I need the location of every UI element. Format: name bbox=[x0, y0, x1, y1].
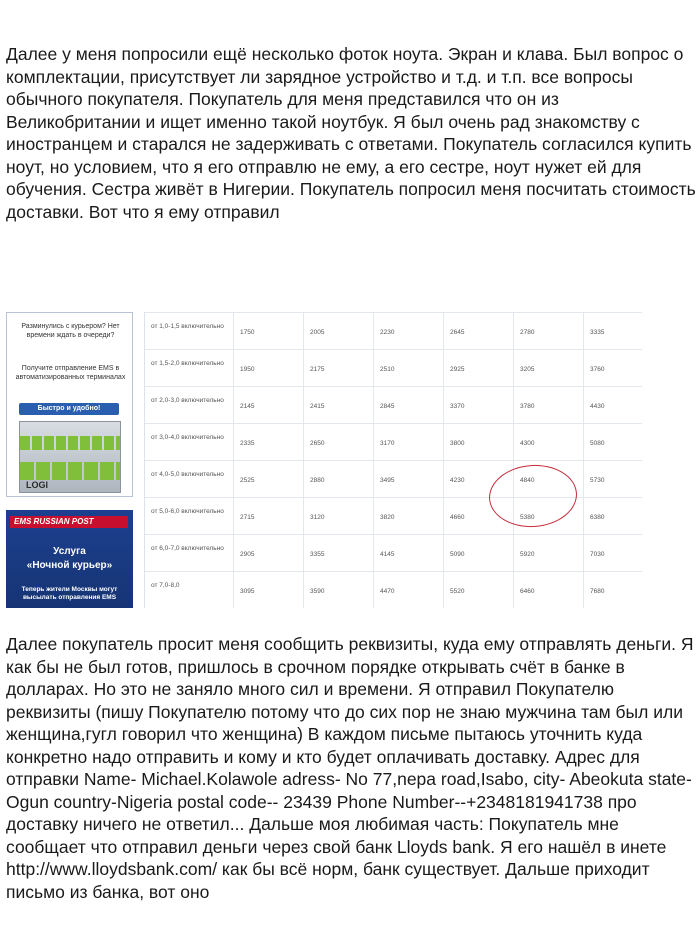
ad-button: Быстро и удобно! bbox=[19, 403, 119, 415]
price-cell: 2650 bbox=[310, 440, 325, 447]
weight-range-label: от 3,0-4,0 включительно bbox=[151, 434, 224, 441]
table-row bbox=[145, 312, 642, 350]
price-cell: 2415 bbox=[310, 403, 325, 410]
price-cell: 4470 bbox=[380, 588, 395, 595]
price-cell: 2230 bbox=[380, 329, 395, 336]
tariff-table bbox=[144, 312, 642, 608]
price-cell: 2175 bbox=[310, 366, 325, 373]
ad-service-name: «Ночной курьер» bbox=[26, 560, 113, 571]
weight-range-label: от 2,0-3,0 включительно bbox=[151, 397, 224, 404]
price-cell: 2005 bbox=[310, 329, 325, 336]
price-cell: 3820 bbox=[380, 514, 395, 521]
price-cell: 2645 bbox=[450, 329, 465, 336]
price-cell: 3800 bbox=[450, 440, 465, 447]
price-cell: 3120 bbox=[310, 514, 325, 521]
weight-range-label: от 6,0-7,0 включительно bbox=[151, 545, 224, 552]
table-row bbox=[145, 534, 642, 572]
price-cell: 4230 bbox=[450, 477, 465, 484]
terminal-brand: LOGI bbox=[26, 480, 48, 490]
parcel-terminal-image bbox=[19, 421, 121, 493]
price-cell: 2715 bbox=[240, 514, 255, 521]
price-cell: 3355 bbox=[310, 551, 325, 558]
price-cell: 4660 bbox=[450, 514, 465, 521]
price-cell: 2845 bbox=[380, 403, 395, 410]
price-cell: 2145 bbox=[240, 403, 255, 410]
price-cell: 3335 bbox=[590, 329, 605, 336]
price-cell: 3370 bbox=[450, 403, 465, 410]
table-row bbox=[145, 386, 642, 424]
price-cell: 6380 bbox=[590, 514, 605, 521]
ad-question: Разминулись с курьером? Нет времени ждать в очереди? bbox=[21, 323, 120, 339]
price-cell: 3095 bbox=[240, 588, 255, 595]
price-cell: 3590 bbox=[310, 588, 325, 595]
price-cell: 1950 bbox=[240, 366, 255, 373]
price-cell: 5080 bbox=[590, 440, 605, 447]
ems-tariff-screenshot bbox=[6, 312, 642, 608]
price-cell: 2880 bbox=[310, 477, 325, 484]
price-cell: 6460 bbox=[520, 588, 535, 595]
story-paragraph-2: Далее покупатель просит меня сообщить реквизиты, куда ему отправлять деньги. Я как бы не был готов, пришлось в срочном порядке открывать счёт в банке в долларах. Но это не заняло много сил и времени. Я отправил Покупателю реквизиты (пишу Покупателю потому что до сих пор не знаю мужчина там был или женщина,гугл говорил что женщина) В каждом письме пытаюсь уточнить куда конкретно надо отправить и кому и кто будет оплачивать доставку. Адрес для отправки Name- Michael.Kolawole adress- No 77,nepa road,Isabo, city- Abeokuta state- Ogun country-Nigeria postal code-- 23439 Phone Number--+2348181941738 про доставку ничего не ответил... Дальше моя любимая часть: Покупатель мне сообщает что отправил деньги через свой банк Lloyds bank. Я его нашёл в инете http://www.lloydsbank.com/ как бы всё норм, банк существует. Дальше приходит письмо из банка, вот оно bbox=[6, 634, 694, 902]
price-cell: 2510 bbox=[380, 366, 395, 373]
price-cell: 4430 bbox=[590, 403, 605, 410]
price-cell: 5380 bbox=[520, 514, 535, 521]
story-paragraph-1: Далее у меня попросили ещё несколько фоток ноута. Экран и клава. Был вопрос о комплектации, присутствует ли зарядное устройство и т.д. и т.п. все вопросы обычного покупателя. Покупатель для меня представился что он из Великобритании и ищет именно такой ноутбук. Я был очень рад знакомству с иностранцем и старался не задерживать с ответами. Покупатель согласился купить ноут, но условием, что я его отправлю не ему, а его сестре, ноут нужет ей для обучения. Сестра живёт в Нигерии. Покупатель попросил меня посчитать стоимость доставки. Вот что я ему отправил bbox=[6, 44, 696, 222]
table-row bbox=[145, 423, 642, 461]
ems-logo: EMS RUSSIAN POST bbox=[10, 516, 128, 528]
price-cell: 4840 bbox=[520, 477, 535, 484]
price-cell: 1750 bbox=[240, 329, 255, 336]
price-cell: 3495 bbox=[380, 477, 395, 484]
price-cell: 4145 bbox=[380, 551, 395, 558]
price-cell: 2780 bbox=[520, 329, 535, 336]
price-cell: 3170 bbox=[380, 440, 395, 447]
price-cell: 5520 bbox=[450, 588, 465, 595]
price-cell: 3205 bbox=[520, 366, 535, 373]
weight-range-label: от 4,0-5,0 включительно bbox=[151, 471, 224, 478]
price-cell: 5090 bbox=[450, 551, 465, 558]
price-cell: 2905 bbox=[240, 551, 255, 558]
price-cell: 2925 bbox=[450, 366, 465, 373]
price-cell: 2335 bbox=[240, 440, 255, 447]
courier-terminal-ad bbox=[6, 312, 133, 497]
price-cell: 4300 bbox=[520, 440, 535, 447]
table-row bbox=[145, 349, 642, 387]
price-cell: 7030 bbox=[590, 551, 605, 558]
ad-offer: Получите отправление EMS в автоматизированных терминалах bbox=[15, 365, 126, 381]
price-cell: 5730 bbox=[590, 477, 605, 484]
night-courier-ad bbox=[6, 510, 133, 608]
price-cell: 5920 bbox=[520, 551, 535, 558]
ad-service-title: Услуга bbox=[53, 546, 86, 557]
price-cell: 2525 bbox=[240, 477, 255, 484]
weight-range-label: от 1,0-1,5 включительно bbox=[151, 323, 224, 330]
price-cell: 3780 bbox=[520, 403, 535, 410]
ad-service-note: Теперь жители Москвы могут высылать отправления EMS bbox=[21, 586, 118, 601]
price-cell: 7680 bbox=[590, 588, 605, 595]
weight-range-label: от 7,0-8,0 bbox=[151, 582, 180, 589]
price-cell: 3760 bbox=[590, 366, 605, 373]
weight-range-label: от 1,5-2,0 включительно bbox=[151, 360, 224, 367]
weight-range-label: от 5,0-6,0 включительно bbox=[151, 508, 224, 515]
table-row bbox=[145, 571, 642, 608]
